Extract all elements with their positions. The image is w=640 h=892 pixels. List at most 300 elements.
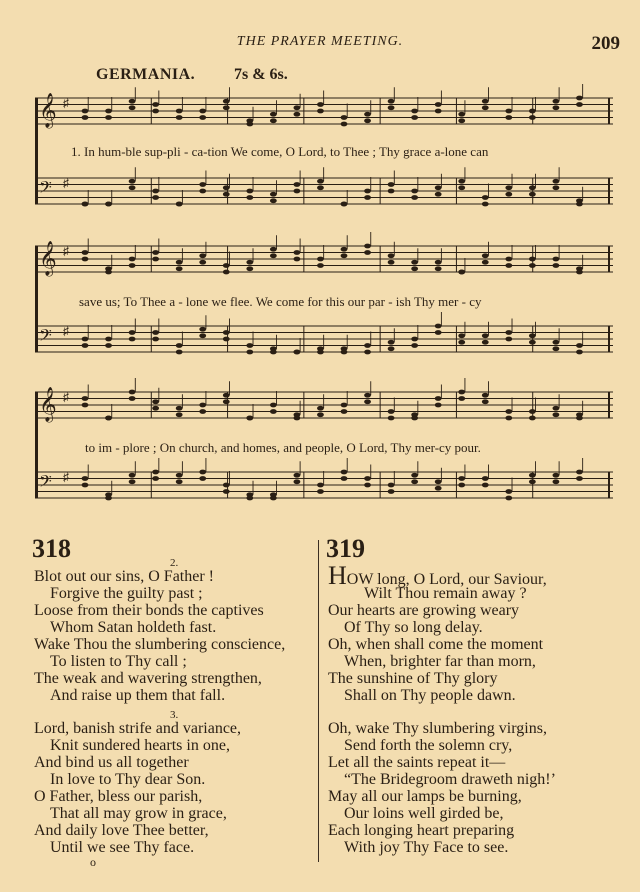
verse-line: That all may grow in grace,	[50, 805, 227, 822]
note-head	[411, 337, 418, 342]
note-head	[388, 340, 395, 345]
verse-line: Oh, wake Thy slumbering virgins,	[328, 720, 547, 737]
staff-lines	[35, 178, 613, 204]
note-head	[435, 486, 442, 491]
note-head	[129, 105, 136, 110]
note-head	[505, 409, 512, 414]
key-signature: ♯	[63, 324, 69, 338]
note-head	[388, 260, 395, 265]
note-head	[435, 403, 442, 408]
key-signature: ♯	[63, 390, 69, 404]
note-head	[129, 179, 136, 184]
note-head	[435, 192, 442, 197]
note-head	[82, 257, 89, 262]
note-head	[388, 253, 395, 258]
treble-staff	[35, 93, 613, 128]
note-head	[82, 250, 89, 255]
note-head	[576, 416, 583, 421]
note-head	[411, 266, 418, 271]
note-head	[199, 115, 206, 120]
note-head	[482, 253, 489, 258]
note-head	[129, 390, 136, 395]
note-head	[505, 109, 512, 114]
note-head	[553, 99, 560, 104]
note-head	[105, 109, 112, 114]
note-head	[435, 109, 442, 114]
stanza-label-3: 3.	[170, 709, 179, 721]
note-head	[176, 473, 183, 478]
note-head	[553, 412, 560, 417]
bass-staff	[35, 178, 613, 204]
note-head	[105, 343, 112, 348]
verse-line: Oh, when shall come the moment	[328, 636, 544, 653]
note-head	[317, 412, 324, 417]
note-head	[364, 189, 371, 194]
note-head	[482, 483, 489, 488]
note-head	[246, 496, 253, 501]
staff-lines	[35, 472, 613, 498]
note-head	[82, 337, 89, 342]
note-head	[317, 257, 324, 262]
note-head	[505, 330, 512, 335]
note-head	[105, 115, 112, 120]
verse-line: Send forth the solemn cry,	[344, 737, 513, 754]
treble-staff	[35, 241, 613, 276]
column-divider	[318, 540, 319, 862]
note-head	[482, 195, 489, 200]
running-head: THE PRAYER MEETING.	[236, 34, 404, 49]
note-head	[176, 266, 183, 271]
note-head	[270, 192, 277, 197]
note-head	[317, 179, 324, 184]
note-head	[458, 483, 465, 488]
note-head	[529, 185, 536, 190]
note-head	[176, 115, 183, 120]
note-head	[364, 112, 371, 117]
note-head	[176, 260, 183, 265]
note-head	[82, 115, 89, 120]
note-head	[82, 109, 89, 114]
note-head	[129, 99, 136, 104]
note-head	[482, 105, 489, 110]
verse-line: Wilt Thou remain away ?	[364, 585, 527, 602]
note-head	[529, 263, 536, 268]
bass-clef: 𝄢	[39, 325, 52, 349]
note-head	[341, 409, 348, 414]
note-head	[411, 109, 418, 114]
verse-line: Blot out our sins, O Father !	[34, 568, 214, 585]
note-head	[341, 470, 348, 475]
note-head	[341, 350, 348, 355]
verse-line: Shall on Thy people dawn.	[344, 687, 516, 704]
note-head	[364, 195, 371, 200]
note-head	[152, 337, 159, 342]
note-head	[317, 350, 324, 355]
bass-staff	[35, 472, 613, 498]
note-head	[482, 99, 489, 104]
tune-meter: 7s & 6s.	[234, 66, 288, 83]
note-head	[435, 266, 442, 271]
note-head	[129, 263, 136, 268]
note-head	[458, 270, 465, 275]
note-head	[246, 260, 253, 265]
note-head	[553, 185, 560, 190]
note-head	[505, 496, 512, 501]
note-head	[176, 479, 183, 484]
note-head	[388, 489, 395, 494]
note-head	[246, 416, 253, 421]
note-head	[176, 109, 183, 114]
treble-clef: 𝄞	[39, 241, 57, 276]
note-head	[576, 350, 583, 355]
note-head	[105, 416, 112, 421]
note-head	[529, 340, 536, 345]
staff-lines	[35, 326, 613, 352]
note-head	[482, 260, 489, 265]
note-head	[129, 330, 136, 335]
note-head	[199, 403, 206, 408]
verse-line: To listen to Thy call ;	[50, 653, 187, 670]
note-head	[199, 409, 206, 414]
hymn-number-319: 319	[326, 534, 365, 563]
note-head	[576, 476, 583, 481]
page-number: 209	[591, 33, 620, 54]
note-head	[576, 270, 583, 275]
note-head	[246, 189, 253, 194]
verse-line: “The Bridegroom draweth nigh!’	[344, 771, 556, 788]
note-head	[529, 109, 536, 114]
treble-clef: 𝄞	[39, 93, 57, 128]
note-head	[529, 416, 536, 421]
bass-clef: 𝄢	[39, 177, 52, 201]
note-head	[435, 396, 442, 401]
note-head	[388, 182, 395, 187]
verse-line: Each longing heart preparing	[328, 822, 515, 839]
note-head	[199, 470, 206, 475]
note-head	[199, 189, 206, 194]
note-head	[341, 476, 348, 481]
note-head	[411, 479, 418, 484]
lyric-line-3: to im - plore ; On church, and homes, and people, O Lord, Thy mer-cy pour.	[85, 440, 481, 455]
note-head	[341, 115, 348, 120]
note-head	[317, 109, 324, 114]
note-head	[341, 122, 348, 127]
footer-mark: o	[90, 855, 96, 869]
note-head	[199, 476, 206, 481]
treble-staff	[35, 387, 613, 422]
note-head	[176, 350, 183, 355]
note-head	[152, 102, 159, 107]
note-head	[129, 257, 136, 262]
bass-clef: 𝄢	[39, 471, 52, 495]
key-signature: ♯	[63, 176, 69, 190]
note-head	[458, 333, 465, 338]
note-head	[435, 479, 442, 484]
note-head	[411, 473, 418, 478]
note-head	[246, 350, 253, 355]
note-head	[388, 346, 395, 351]
drop-cap: H	[328, 561, 347, 590]
note-head	[553, 340, 560, 345]
note-head	[529, 473, 536, 478]
note-head	[152, 470, 159, 475]
note-head	[294, 250, 301, 255]
note-head	[364, 399, 371, 404]
staff-lines	[35, 387, 613, 422]
note-head	[129, 396, 136, 401]
note-head	[270, 198, 277, 203]
note-head	[553, 263, 560, 268]
note-head	[270, 112, 277, 117]
verse-line: The weak and wavering strengthen,	[34, 670, 262, 687]
note-head	[270, 496, 277, 501]
note-head	[388, 105, 395, 110]
note-head	[553, 479, 560, 484]
verse-line: Forgive the guilty past ;	[50, 585, 203, 602]
note-head	[411, 115, 418, 120]
note-head	[482, 202, 489, 207]
note-head	[294, 189, 301, 194]
note-head	[223, 393, 230, 398]
note-head	[317, 483, 324, 488]
note-head	[152, 189, 159, 194]
note-head	[341, 247, 348, 252]
note-head	[223, 270, 230, 275]
note-head	[317, 406, 324, 411]
note-head	[294, 350, 301, 355]
note-head	[458, 185, 465, 190]
note-head	[152, 257, 159, 262]
verse-line-rest: OW long, O Lord, our Saviour,	[346, 571, 547, 588]
note-head	[505, 416, 512, 421]
verse-line: When, brighter far than morn,	[344, 653, 536, 670]
note-head	[364, 393, 371, 398]
note-head	[411, 343, 418, 348]
note-head	[199, 182, 206, 187]
note-head	[317, 102, 324, 107]
note-head	[553, 406, 560, 411]
note-head	[223, 489, 230, 494]
note-head	[105, 202, 112, 207]
note-head	[458, 390, 465, 395]
note-head	[176, 343, 183, 348]
note-head	[505, 185, 512, 190]
note-head	[294, 182, 301, 187]
note-head	[246, 195, 253, 200]
tune-name: GERMANIA.	[96, 66, 196, 83]
note-head	[294, 473, 301, 478]
note-head	[223, 99, 230, 104]
note-head	[223, 263, 230, 268]
note-head	[176, 406, 183, 411]
note-head	[294, 112, 301, 117]
note-head	[411, 189, 418, 194]
note-head	[458, 118, 465, 123]
note-head	[505, 257, 512, 262]
note-head	[152, 406, 159, 411]
note-head	[223, 337, 230, 342]
note-head	[553, 257, 560, 262]
verse-line: The sunshine of Thy glory	[328, 670, 498, 687]
key-signature: ♯	[63, 96, 69, 110]
verse-line: And raise up them that fall.	[50, 687, 226, 704]
note-head	[152, 250, 159, 255]
note-head	[411, 195, 418, 200]
note-head	[223, 105, 230, 110]
note-head	[317, 489, 324, 494]
note-head	[129, 185, 136, 190]
verse-line: In love to Thy dear Son.	[50, 771, 206, 788]
note-head	[364, 118, 371, 123]
note-head	[388, 189, 395, 194]
verse-line: With joy Thy Face to see.	[344, 839, 509, 856]
music-system-1	[35, 92, 613, 220]
note-head	[458, 340, 465, 345]
note-head	[270, 253, 277, 258]
note-head	[505, 489, 512, 494]
note-head	[270, 403, 277, 408]
note-head	[364, 476, 371, 481]
note-head	[388, 483, 395, 488]
note-head	[152, 399, 159, 404]
note-head	[82, 403, 89, 408]
note-head	[529, 192, 536, 197]
note-head	[435, 324, 442, 329]
note-head	[529, 257, 536, 262]
note-head	[199, 253, 206, 258]
note-head	[223, 399, 230, 404]
verse-line: Our hearts are growing weary	[328, 602, 520, 619]
note-head	[129, 337, 136, 342]
verse-line: Wake Thou the slumbering conscience,	[34, 636, 286, 653]
note-head	[129, 479, 136, 484]
note-head	[411, 260, 418, 265]
note-head	[317, 263, 324, 268]
note-head	[364, 244, 371, 249]
note-head	[199, 260, 206, 265]
note-head	[435, 330, 442, 335]
verse-line: Lord, banish strife and variance,	[34, 720, 242, 737]
note-head	[411, 416, 418, 421]
note-head	[199, 333, 206, 338]
note-head	[505, 263, 512, 268]
note-head	[294, 479, 301, 484]
note-head	[246, 122, 253, 127]
note-head	[458, 476, 465, 481]
note-head	[270, 350, 277, 355]
note-head	[482, 340, 489, 345]
staff-lines	[35, 241, 613, 276]
note-head	[458, 112, 465, 117]
verse-line: Whom Satan holdeth fast.	[50, 619, 217, 636]
staff-lines	[35, 93, 613, 128]
note-head	[553, 105, 560, 110]
note-head	[223, 185, 230, 190]
note-head	[553, 346, 560, 351]
note-head	[482, 393, 489, 398]
note-head	[553, 473, 560, 478]
note-head	[529, 333, 536, 338]
verse-line: Knit sundered hearts in one,	[50, 737, 230, 754]
note-head	[435, 260, 442, 265]
treble-clef: 𝄞	[39, 387, 57, 422]
key-signature: ♯	[63, 244, 69, 258]
note-head	[576, 96, 583, 101]
note-head	[388, 409, 395, 414]
note-head	[505, 192, 512, 197]
note-head	[364, 343, 371, 348]
note-head	[105, 337, 112, 342]
lyric-line-1: 1. In hum-ble sup-pli - ca-tion We come, O Lord, to Thee ; Thy grace a-lone can	[71, 144, 489, 159]
verse-line: Loose from their bonds the captives	[34, 602, 264, 619]
note-head	[82, 202, 89, 207]
note-head	[152, 476, 159, 481]
note-head	[223, 330, 230, 335]
note-head	[388, 416, 395, 421]
note-head	[341, 253, 348, 258]
note-head	[529, 115, 536, 120]
note-head	[482, 476, 489, 481]
note-head	[176, 202, 183, 207]
note-head	[505, 337, 512, 342]
note-head	[576, 343, 583, 348]
bass-staff	[35, 326, 613, 352]
key-signature: ♯	[63, 470, 69, 484]
note-head	[529, 479, 536, 484]
note-head	[223, 483, 230, 488]
note-head	[294, 416, 301, 421]
note-head	[199, 109, 206, 114]
verse-line: O Father, bless our parish,	[34, 788, 203, 805]
note-head	[152, 195, 159, 200]
verse-line: And bind us all together	[34, 754, 189, 771]
verse-line: Let all the saints repeat it—	[328, 754, 506, 771]
note-head	[129, 473, 136, 478]
note-head	[482, 333, 489, 338]
music-system-2	[35, 240, 613, 368]
note-head	[341, 403, 348, 408]
verse-line: And daily love Thee better,	[34, 822, 209, 839]
note-head	[82, 483, 89, 488]
note-head	[458, 179, 465, 184]
note-head	[223, 192, 230, 197]
verse-line: Until we see Thy face.	[50, 839, 195, 856]
note-head	[270, 118, 277, 123]
verse-line: May all our lamps be burning,	[328, 788, 522, 805]
lyric-line-2: save us; To Thee a - lone we flee. We come for this our par - ish Thy mer - cy	[79, 294, 482, 309]
note-head	[364, 250, 371, 255]
stanza-label-2: 2.	[170, 557, 179, 569]
note-head	[435, 102, 442, 107]
note-head	[105, 496, 112, 501]
note-head	[576, 470, 583, 475]
note-head	[388, 99, 395, 104]
verse-line: Our loins well girded be,	[344, 805, 504, 822]
note-head	[435, 185, 442, 190]
note-head	[294, 105, 301, 110]
note-head	[176, 412, 183, 417]
note-head	[341, 202, 348, 207]
note-head	[152, 330, 159, 335]
note-head	[364, 483, 371, 488]
note-head	[529, 409, 536, 414]
note-head	[246, 343, 253, 348]
note-head	[82, 476, 89, 481]
note-head	[553, 179, 560, 184]
note-head	[576, 202, 583, 207]
note-head	[576, 102, 583, 107]
music-system-3	[35, 386, 613, 514]
